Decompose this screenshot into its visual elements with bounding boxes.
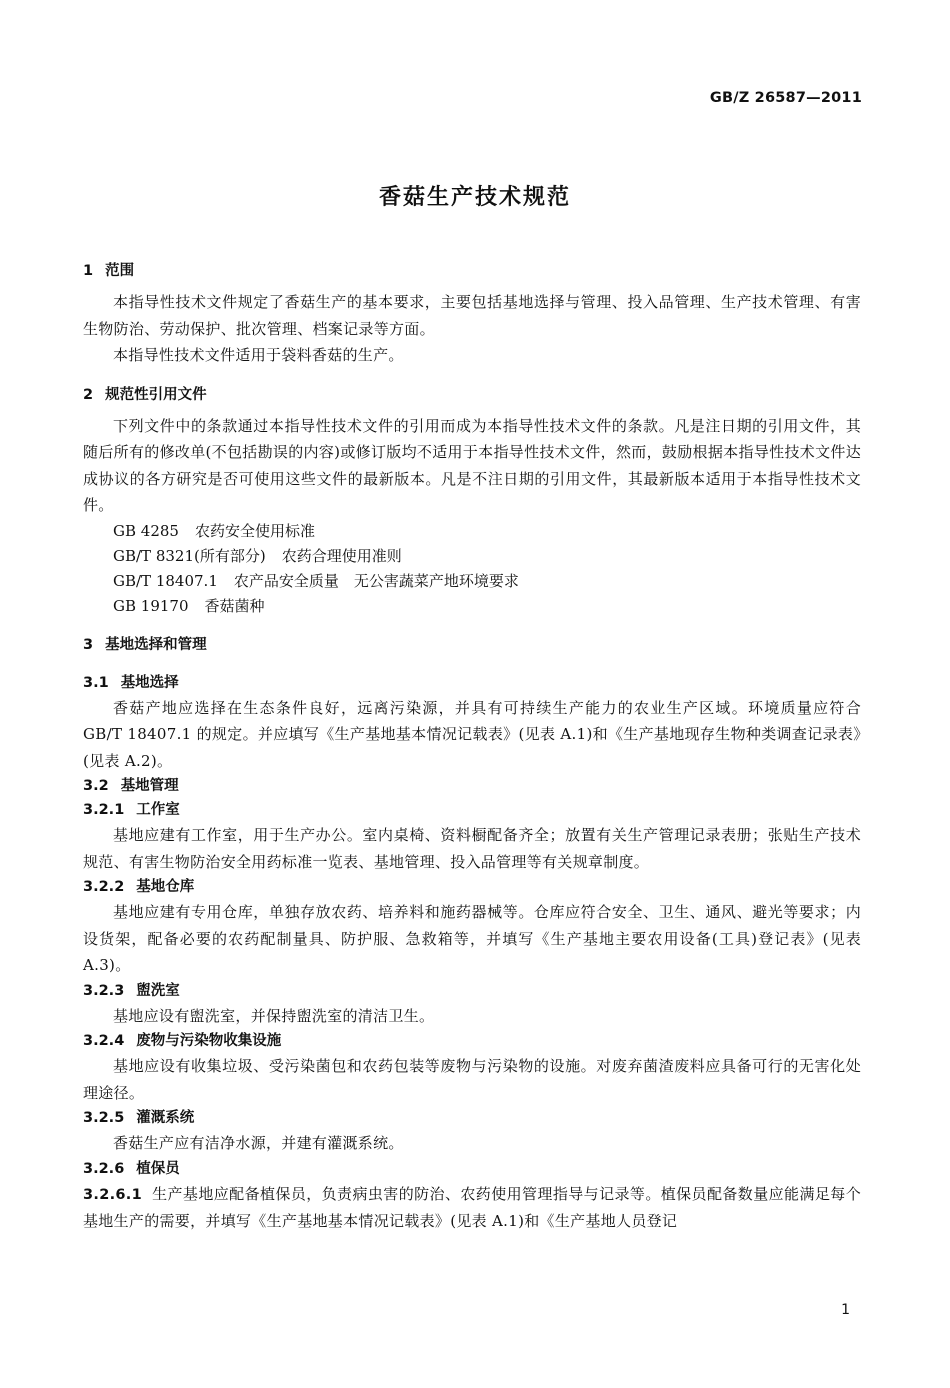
section-title: 植保员 bbox=[136, 1160, 180, 1177]
section-3-2-6-heading bbox=[83, 1157, 861, 1181]
section-3-2-6-1-paragraph bbox=[83, 1181, 861, 1235]
section-number: 3.2.5 bbox=[83, 1110, 125, 1126]
section-number: 3.2.6 bbox=[83, 1160, 125, 1177]
section-number: 3.2.4 bbox=[83, 1033, 125, 1049]
section-title: 基地选择 bbox=[120, 674, 179, 691]
section-title: 工作室 bbox=[136, 802, 180, 818]
section-number: 3.2 bbox=[83, 778, 109, 794]
section-number: 3.2.3 bbox=[83, 982, 125, 999]
clause-number: 3.2.6.1 bbox=[83, 1186, 142, 1203]
section-number: 1 bbox=[83, 263, 94, 279]
section-number: 3.2.1 bbox=[83, 802, 125, 818]
reference-code: GB/T 18407.1 bbox=[113, 571, 218, 590]
reference-item bbox=[83, 544, 861, 569]
section-3-2-2-heading bbox=[83, 875, 861, 899]
reference-item bbox=[83, 569, 861, 594]
section-title: 基地选择和管理 bbox=[105, 636, 207, 653]
section-title: 范围 bbox=[105, 263, 135, 279]
section-3-2-5-paragraph: 香菇生产应有洁净水源，并建有灌溉系统。 bbox=[113, 1134, 404, 1152]
section-3-heading bbox=[83, 633, 861, 657]
section-number: 2 bbox=[83, 386, 94, 403]
section-title: 基地管理 bbox=[120, 778, 179, 794]
reference-name: 农产品安全质量 无公害蔬菜产地环境要求 bbox=[233, 571, 519, 590]
section-2-heading bbox=[83, 383, 861, 407]
section-1-paragraph-1: 本指导性技术文件规定了香菇生产的基本要求，主要包括基地选择与管理、投入品管理、生产技术管理、有害生物防治、劳动保护、批次管理、档案记录等方面。 bbox=[83, 293, 861, 338]
page-number: 1 bbox=[841, 1302, 850, 1318]
section-3-2-4-heading bbox=[83, 1029, 861, 1053]
section-2-paragraph-1: 下列文件中的条款通过本指导性技术文件的引用而成为本指导性技术文件的条款。凡是注日期的引用文件，其随后所有的修改单(不包括勘误的内容)或修订版均不适用于本指导性技术文件，然而，鼓励根据本指导性技术文件达成协议的各方研究是否可使用这些文件的最新版本。凡是不注日期的引用文件，其最新版本适用于本指导性技术文件。 bbox=[83, 416, 861, 514]
reference-name: 农药安全使用标准 bbox=[194, 521, 315, 540]
reference-name: 香菇菌种 bbox=[204, 596, 265, 615]
section-1-heading bbox=[83, 259, 861, 283]
section-number: 3.2.2 bbox=[83, 879, 125, 895]
reference-item bbox=[83, 594, 861, 619]
reference-item bbox=[83, 519, 861, 544]
section-title: 废物与污染物收集设施 bbox=[136, 1033, 282, 1049]
section-3-2-heading bbox=[83, 774, 861, 798]
standard-code: GB/Z 26587—2011 bbox=[709, 90, 862, 106]
section-3-2-4-paragraph: 基地应设有收集垃圾、受污染菌包和农药包装等废物与污染物的设施。对废弃菌渣废料应具备可行的无害化处理途径。 bbox=[83, 1057, 861, 1102]
section-number: 3 bbox=[83, 636, 94, 653]
section-3-1-paragraph: 香菇产地应选择在生态条件良好，远离污染源，并具有可持续生产能力的农业生产区域。环境质量应符合 GB/T 18407.1 的规定。并应填写《生产基地基本情况记载表》(见表 A.1)和《生产基地现存生物种类调查记录表》(见表 A.2)。 bbox=[83, 698, 861, 770]
clause-text: 生产基地应配备植保员，负责病虫害的防治、农药使用管理指导与记录等。植保员配备数量应能满足每个基地生产的需要，并填写《生产基地基本情况记载表》(见表 A.1)和《生产基地人员登记 bbox=[83, 1184, 861, 1230]
section-number: 3.1 bbox=[83, 674, 109, 691]
reference-code: GB 4285 bbox=[113, 521, 179, 540]
section-3-1-heading bbox=[83, 671, 861, 695]
section-title: 盥洗室 bbox=[136, 982, 180, 999]
reference-code: GB/T 8321(所有部分) bbox=[113, 546, 266, 565]
section-title: 基地仓库 bbox=[136, 879, 195, 895]
document-body bbox=[83, 259, 861, 1235]
section-3-2-3-paragraph: 基地应设有盥洗室，并保持盥洗室的清洁卫生。 bbox=[113, 1006, 435, 1025]
section-3-2-5-heading bbox=[83, 1106, 861, 1130]
reference-name: 农药合理使用准则 bbox=[281, 546, 402, 565]
section-3-2-3-heading bbox=[83, 979, 861, 1003]
section-3-2-1-heading bbox=[83, 798, 861, 822]
section-1-paragraph-2: 本指导性技术文件适用于袋料香菇的生产。 bbox=[113, 346, 404, 364]
reference-code: GB 19170 bbox=[113, 596, 189, 615]
section-3-2-2-paragraph: 基地应建有专用仓库，单独存放农药、培养料和施药器械等。仓库应符合安全、卫生、通风、避光等要求；内设货架，配备必要的农药配制量具、防护服、急救箱等，并填写《生产基地主要农用设备(工具)登记表》(见表 A.3)。 bbox=[83, 903, 861, 974]
section-title: 规范性引用文件 bbox=[105, 386, 207, 403]
document-title: 香菇生产技术规范 bbox=[378, 185, 571, 210]
section-3-2-1-paragraph: 基地应建有工作室，用于生产办公。室内桌椅、资料橱配备齐全；放置有关生产管理记录表册；张贴生产技术规范、有害生物防治安全用药标准一览表、基地管理、投入品管理等有关规章制度。 bbox=[83, 826, 861, 871]
section-title: 灌溉系统 bbox=[136, 1110, 195, 1126]
